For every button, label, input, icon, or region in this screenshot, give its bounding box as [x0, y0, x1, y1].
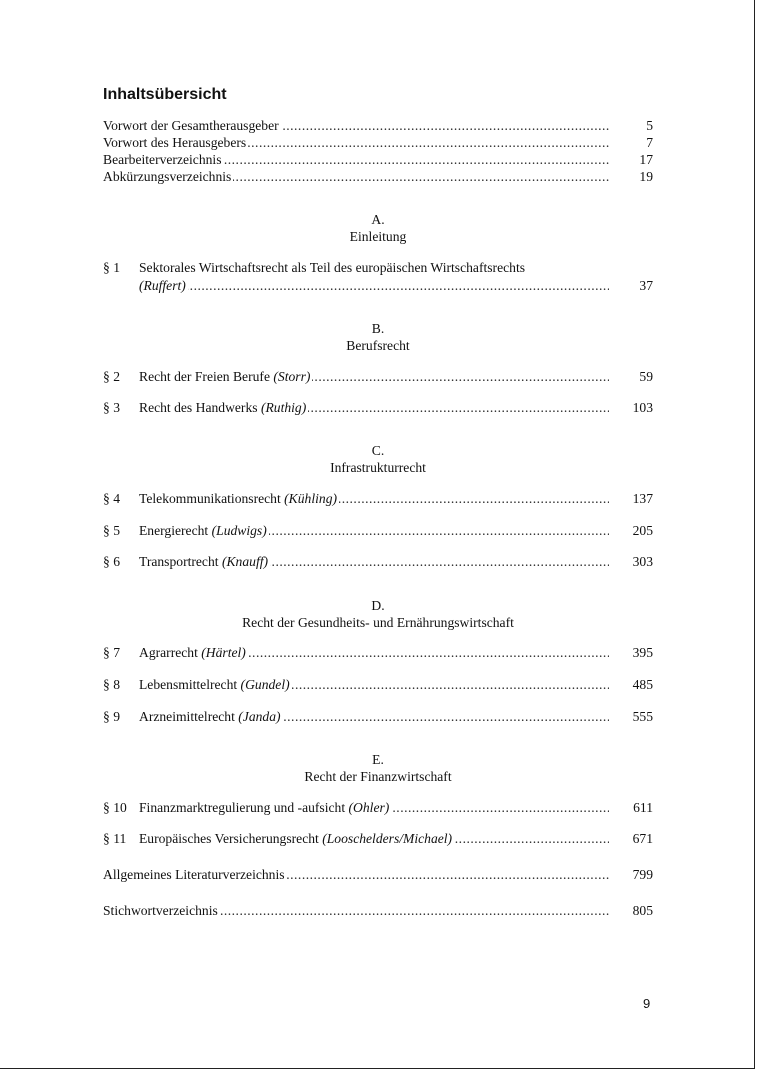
- entry-label: Recht der Freien Berufe: [139, 369, 270, 384]
- toc-entry[interactable]: [103, 134, 653, 152]
- toc-entry-line1[interactable]: [103, 259, 653, 277]
- toc-entry[interactable]: [103, 151, 653, 169]
- toc-entry[interactable]: [103, 676, 653, 694]
- page-number: 9: [643, 996, 651, 1011]
- toc-entry[interactable]: [103, 644, 653, 662]
- entry-page: 485: [632, 677, 653, 692]
- toc-entry[interactable]: [103, 830, 653, 848]
- section-c-heading: [103, 442, 653, 476]
- entry-page: 671: [632, 831, 653, 846]
- entry-page: 5: [646, 118, 653, 133]
- entry-label: Lebensmittelrecht: [139, 677, 238, 692]
- toc-entry[interactable]: [103, 708, 653, 726]
- section-b-heading: [103, 320, 653, 354]
- toc-entry[interactable]: [103, 490, 653, 508]
- entry-number: § 8: [103, 677, 120, 692]
- entry-number: § 1: [103, 260, 120, 275]
- toc-entry[interactable]: [103, 866, 653, 884]
- entry-author: (Gundel): [240, 677, 290, 692]
- section-name: Recht der Gesundheits- und Ernährungswirtschaft: [242, 615, 514, 630]
- entry-label: Agrarrecht: [139, 645, 198, 660]
- entry-number: § 9: [103, 709, 120, 724]
- entry-page: 799: [632, 867, 653, 882]
- entry-page: 7: [646, 135, 653, 150]
- entry-author: (Looschelders/Michael): [322, 831, 453, 846]
- entry-label: Europäisches Versicherungsrecht: [139, 831, 319, 846]
- entry-label: Stichwortverzeichnis: [103, 903, 218, 918]
- section-letter: B.: [371, 321, 385, 336]
- entry-label: Telekommunikationsrecht: [139, 491, 281, 506]
- entry-author: (Ruffert): [139, 278, 186, 293]
- entry-author: (Ruthig): [260, 400, 307, 415]
- entry-page: 17: [639, 152, 653, 167]
- entry-label: Vorwort der Gesamtherausgeber: [103, 118, 279, 133]
- toc-entry[interactable]: [103, 117, 653, 135]
- section-name: Recht der Finanzwirtschaft: [304, 769, 452, 784]
- toc-entry[interactable]: [103, 799, 653, 817]
- entry-author: (Kühling): [284, 491, 338, 506]
- entry-number: § 3: [103, 400, 120, 415]
- entry-page: 37: [639, 278, 653, 293]
- entry-label: Recht des Handwerks: [139, 400, 258, 415]
- entry-label: Finanzmarktregulierung und -aufsicht: [139, 800, 346, 815]
- entry-page: 19: [639, 169, 653, 184]
- entry-page: 395: [632, 645, 653, 660]
- entry-author: (Knauff): [221, 554, 269, 569]
- page-title: Inhaltsübersicht: [103, 86, 227, 103]
- entry-label: Abkürzungsverzeichnis: [103, 169, 232, 184]
- entry-page: 303: [632, 554, 653, 569]
- entry-page: 103: [632, 400, 653, 415]
- toc-entry-line2[interactable]: [103, 277, 653, 295]
- section-name: Einleitung: [349, 229, 407, 244]
- entry-label: Arzneimittelrecht: [139, 709, 235, 724]
- entry-author: (Janda): [238, 709, 281, 724]
- section-d-heading: [103, 597, 653, 631]
- entry-page: 805: [632, 903, 653, 918]
- section-e-heading: [103, 751, 653, 785]
- entry-number: § 2: [103, 369, 120, 384]
- section-letter: D.: [371, 598, 385, 613]
- entry-page: 555: [632, 709, 653, 724]
- entry-page: 137: [632, 491, 653, 506]
- section-letter: C.: [371, 443, 385, 458]
- toc-entry[interactable]: [103, 553, 653, 571]
- entry-label: Allgemeines Literaturverzeichnis: [103, 867, 285, 882]
- toc-entry[interactable]: [103, 368, 653, 386]
- entry-number: § 4: [103, 491, 120, 506]
- entry-label: Sektorales Wirtschaftsrecht als Teil des europäischen Wirtschaftsrechts: [139, 260, 526, 275]
- section-name: Berufsrecht: [346, 338, 410, 353]
- entry-author: (Ludwigs): [211, 523, 267, 538]
- section-letter: E.: [372, 752, 384, 767]
- leader-dots: [139, 277, 609, 295]
- entry-label: Transportrecht: [139, 554, 219, 569]
- entry-author: (Storr): [273, 369, 311, 384]
- toc-entry[interactable]: [103, 399, 653, 417]
- entry-author: (Härtel): [201, 645, 246, 660]
- entry-author: (Ohler): [348, 800, 390, 815]
- entry-page: 59: [639, 369, 653, 384]
- toc-entry[interactable]: [103, 522, 653, 540]
- section-name: Infrastrukturrecht: [330, 460, 426, 475]
- entry-label: Vorwort des Herausgebers: [103, 135, 247, 150]
- entry-label: Energierecht: [139, 523, 209, 538]
- entry-number: § 5: [103, 523, 120, 538]
- toc-entry[interactable]: [103, 902, 653, 920]
- entry-number: § 10: [103, 800, 127, 815]
- entry-number: § 7: [103, 645, 120, 660]
- entry-page: 611: [633, 800, 653, 815]
- toc-entry[interactable]: [103, 168, 653, 186]
- entry-label: Bearbeiterverzeichnis: [103, 152, 222, 167]
- entry-number: § 6: [103, 554, 120, 569]
- entry-number: § 11: [103, 831, 127, 846]
- section-letter: A.: [371, 212, 385, 227]
- section-a-heading: [103, 211, 653, 245]
- entry-page: 205: [632, 523, 653, 538]
